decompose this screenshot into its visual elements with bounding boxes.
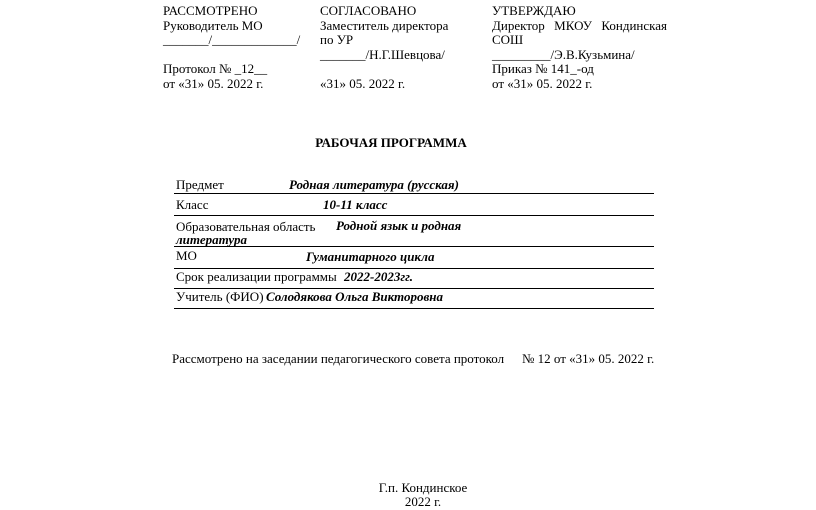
subject-value: Родная литература (русская)	[289, 177, 459, 192]
approval-block-approved	[492, 4, 667, 91]
reviewed-line: от «31» 05. 2022 г.	[163, 75, 264, 91]
approved-line-justified	[492, 19, 667, 34]
agreed-line: СОГЛАСОВАНО	[320, 3, 417, 18]
term-label: Срок реализации программы	[176, 269, 337, 284]
approval-block-agreed	[320, 4, 448, 91]
approval-block-reviewed	[163, 4, 300, 91]
area-value-line2: литература	[176, 232, 247, 247]
info-row-class	[174, 197, 654, 216]
approved-line: от «31» 05. 2022 г.	[492, 75, 593, 91]
approved-line: _________/Э.В.Кузьмина/	[492, 46, 635, 62]
subject-label: Предмет	[176, 177, 224, 192]
teacher-value: Солодякова Ольга Викторовна	[266, 289, 443, 304]
agreed-line: по УР	[320, 32, 354, 47]
term-value: 2022-2023гг.	[344, 269, 414, 284]
teacher-label: Учитель (ФИО)	[176, 289, 264, 304]
agreed-line: _______/Н.Г.Шевцова/	[320, 46, 445, 62]
approved-word: Кондинская	[601, 17, 667, 33]
info-row-mo	[174, 249, 654, 269]
mo-value: Гуманитарного цикла	[306, 249, 435, 264]
reviewed-line: Протокол № _12__	[163, 61, 268, 76]
area-label: Образовательная область	[176, 219, 316, 234]
reviewed-line: РАССМОТРЕНО	[163, 3, 258, 18]
info-row-area	[174, 219, 654, 247]
document-title: РАБОЧАЯ ПРОГРАММА	[315, 135, 467, 150]
footer-place: Г.п. Кондинское	[378, 480, 468, 495]
approved-line: УТВЕРЖДАЮ	[492, 3, 576, 18]
info-row-term	[174, 269, 654, 289]
mo-label: МО	[176, 248, 197, 263]
approved-word: МКОУ	[554, 17, 592, 33]
agreed-line	[320, 62, 448, 77]
area-value-line1: Родной язык и родная	[336, 218, 462, 233]
reviewed-line	[163, 48, 300, 63]
council-protocol-number: № 12 от «31» 05. 2022 г.	[522, 351, 655, 366]
class-value: 10-11 класс	[323, 197, 388, 212]
footer-year: 2022 г.	[404, 494, 442, 509]
info-row-teacher	[174, 290, 654, 309]
approved-word: Директор	[492, 17, 545, 33]
agreed-line: «31» 05. 2022 г.	[320, 75, 406, 91]
info-row-subject	[174, 177, 654, 194]
reviewed-line: _______/_____________/	[163, 32, 301, 47]
approved-line: Приказ № 141_-од	[492, 61, 594, 76]
council-note: Рассмотрено на заседании педагогического совета протокол	[172, 351, 505, 366]
reviewed-line: Руководитель МО	[163, 17, 263, 33]
class-label: Класс	[176, 197, 209, 212]
approved-line: СОШ	[492, 32, 524, 47]
agreed-line: Заместитель директора	[320, 17, 449, 33]
